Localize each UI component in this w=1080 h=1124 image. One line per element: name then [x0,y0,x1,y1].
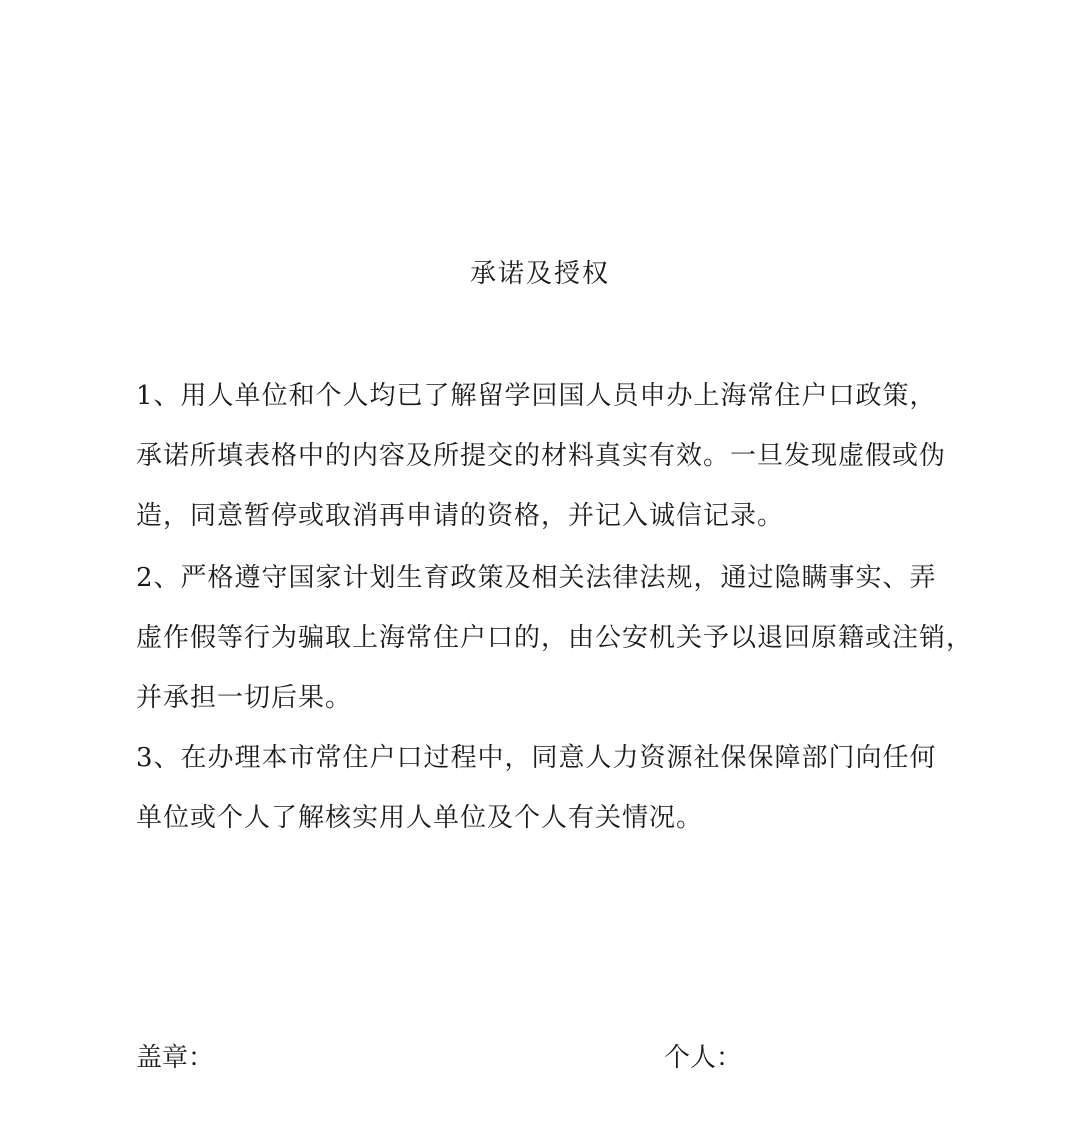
clause-2-line-3: 并承担一切后果。 [136,683,353,713]
clause-1-line-2: 承诺所填表格中的内容及所提交的材料真实有效。一旦发现虚假或伪 [136,441,947,471]
clause-2-line-1: 2、严格遵守国家计划生育政策及相关法律法规，通过隐瞒事实、弄 [136,563,937,593]
clause-3-line-1: 3、在办理本市常住户口过程中，同意人力资源社保保障部门向任何 [136,743,937,773]
document-title: 承诺及授权 [469,259,610,289]
clause-1-line-3: 造，同意暂停或取消再申请的资格，并记入诚信记录。 [136,501,785,531]
individual-label: 个人： [664,1043,743,1073]
clause-2-line-2: 虚作假等行为骗取上海常住户口的，由公安机关予以退回原籍或注销， [136,623,974,653]
clause-3-line-2: 单位或个人了解核实用人单位及个人有关情况。 [136,803,704,833]
stamp-label: 盖章： [136,1043,215,1073]
clause-1-line-1: 1、用人单位和个人均已了解留学回国人员申办上海常住户口政策， [136,381,937,411]
